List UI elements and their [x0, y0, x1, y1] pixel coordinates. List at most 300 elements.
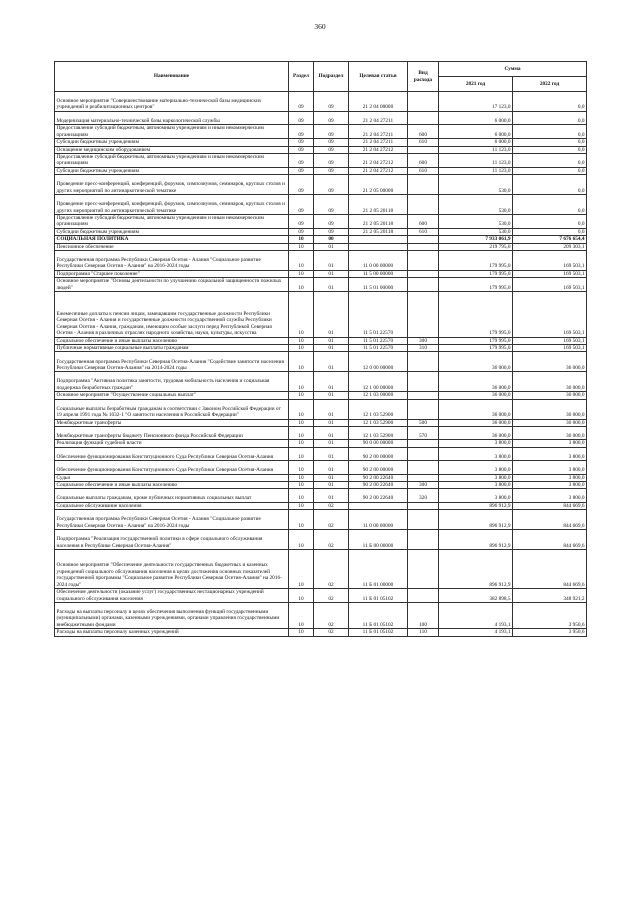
cell-expense-type — [408, 589, 439, 603]
cell-expense-type — [408, 502, 439, 509]
table-row — [55, 139, 587, 146]
header-expense-type: Вид расхода — [408, 62, 439, 92]
cell-target-article: 90 2 00 22640 — [349, 474, 408, 481]
cell-sum-2022: 0,0 — [513, 175, 587, 195]
cell-target-article: 21 2 05 20118 — [349, 228, 408, 235]
table-row — [55, 510, 587, 530]
table-row — [55, 461, 587, 474]
cell-name: Субсидии бюджетным учреждениям — [55, 228, 289, 235]
cell-expense-type — [408, 440, 439, 447]
cell-subsection: 01 — [314, 337, 349, 344]
cell-subsection: 01 — [314, 243, 349, 250]
cell-target-article: 11 0 00 00000 — [349, 510, 408, 530]
cell-section: 10 — [289, 337, 314, 344]
cell-target-article: 11 0 00 00000 — [349, 250, 408, 270]
cell-name: Социальное обеспечение и иные выплаты населению — [55, 337, 289, 344]
cell-name: Основное мероприятие "Обеспечение деятельности государственных бюджетных и казенных учреждений социального обслуживания населения в целях достижения основных показателей государственной программы "Социальное развитие Республики Северная Осетия-Алания" на 2016-2024 годы" — [55, 549, 289, 588]
cell-sum-2021: 3 800,0 — [439, 440, 513, 447]
cell-subsection: 09 — [314, 111, 349, 124]
cell-subsection: 00 — [314, 236, 349, 243]
cell-subsection: 01 — [314, 352, 349, 372]
cell-sum-2021: 896 912,9 — [439, 549, 513, 588]
cell-subsection: 02 — [314, 549, 349, 588]
cell-sum-2022: 0,0 — [513, 153, 587, 167]
table-row — [55, 440, 587, 447]
table-row — [55, 250, 587, 270]
cell-subsection: 09 — [314, 214, 349, 228]
cell-sum-2022: 844 669,6 — [513, 502, 587, 509]
cell-subsection: 02 — [314, 530, 349, 550]
table-row — [55, 195, 587, 215]
cell-target-article: 11 5 01 22570 — [349, 337, 408, 344]
table-row — [55, 426, 587, 439]
cell-target-article: 11 Б 01 05102 — [349, 589, 408, 603]
cell-name: Основное мероприятие "Совершенствование материально-технической базы медицинских учреждений и реабилитационных центров" — [55, 92, 289, 112]
cell-expense-type — [408, 111, 439, 124]
cell-sum-2021: 6 000,0 — [439, 125, 513, 139]
cell-sum-2022: 169 503,1 — [513, 278, 587, 292]
header-sum: Сумма — [439, 62, 587, 77]
cell-expense-type: 300 — [408, 337, 439, 344]
cell-expense-type — [408, 250, 439, 270]
cell-name: Модернизация материально-технической базы наркологической службы — [55, 111, 289, 124]
cell-subsection: 09 — [314, 167, 349, 174]
cell-name: Расходы на выплаты персоналу в целях обеспечения выполнения функций государственными (муниципальными) органами, казенными учреждениями, органами управления государственными внебюджетными фондами — [55, 602, 289, 628]
cell-expense-type — [408, 510, 439, 530]
cell-expense-type — [408, 270, 439, 277]
cell-name: Подпрограмма "Старшее поколение" — [55, 270, 289, 277]
cell-sum-2022: 3 950,6 — [513, 629, 587, 636]
cell-sum-2022: 3 800,0 — [513, 481, 587, 488]
cell-section: 10 — [289, 589, 314, 603]
table-row — [55, 481, 587, 488]
cell-subsection: 09 — [314, 92, 349, 112]
header-section: Раздел — [289, 62, 314, 92]
cell-expense-type — [408, 292, 439, 338]
cell-section: 09 — [289, 175, 314, 195]
cell-section: 09 — [289, 153, 314, 167]
cell-sum-2022: 0,0 — [513, 111, 587, 124]
cell-subsection: 01 — [314, 372, 349, 392]
cell-sum-2022: 0,0 — [513, 228, 587, 235]
cell-section: 10 — [289, 278, 314, 292]
table-body — [55, 92, 587, 637]
cell-sum-2021: 179 995,0 — [439, 270, 513, 277]
cell-section: 10 — [289, 392, 314, 399]
cell-name: Обеспечение функционирования Конституционного Суда Республики Северная Осетия-Алания — [55, 461, 289, 474]
budget-table — [54, 61, 587, 637]
cell-subsection: 09 — [314, 175, 349, 195]
cell-expense-type — [408, 352, 439, 372]
cell-expense-type: 610 — [408, 167, 439, 174]
cell-target-article: 11 5 00 00000 — [349, 270, 408, 277]
cell-sum-2021: 11 123,0 — [439, 146, 513, 153]
cell-sum-2022: 3 800,0 — [513, 489, 587, 502]
cell-target-article — [349, 243, 408, 250]
cell-expense-type — [408, 447, 439, 460]
header-name: Наименование — [55, 62, 289, 92]
cell-sum-2022: 3 800,0 — [513, 440, 587, 447]
cell-sum-2022: 169 503,1 — [513, 250, 587, 270]
cell-subsection: 09 — [314, 153, 349, 167]
cell-sum-2022: 844 669,6 — [513, 549, 587, 588]
cell-section: 09 — [289, 139, 314, 146]
cell-target-article: 90 2 00 22640 — [349, 489, 408, 502]
cell-target-article: 11 5 01 22570 — [349, 345, 408, 352]
cell-subsection: 02 — [314, 589, 349, 603]
cell-subsection: 09 — [314, 228, 349, 235]
cell-target-article: 12 0 00 00000 — [349, 352, 408, 372]
cell-name: Подпрограмма "Активная политика занятости, трудовая мобильность населения и социальная поддержка безработных граждан" — [55, 372, 289, 392]
cell-target-article: 12 1 03 00000 — [349, 392, 408, 399]
cell-expense-type: 610 — [408, 139, 439, 146]
cell-sum-2021: 4 193,1 — [439, 629, 513, 636]
table-row — [55, 372, 587, 392]
cell-expense-type — [408, 399, 439, 419]
cell-sum-2021: 3 800,0 — [439, 447, 513, 460]
cell-name: Социальное обслуживание населения — [55, 502, 289, 509]
cell-sum-2021: 530,0 — [439, 228, 513, 235]
cell-expense-type: 600 — [408, 214, 439, 228]
cell-section: 09 — [289, 214, 314, 228]
cell-name: Основное мероприятие "Осуществление социальных выплат" — [55, 392, 289, 399]
cell-sum-2022: 169 503,1 — [513, 337, 587, 344]
cell-sum-2021: 530,0 — [439, 175, 513, 195]
table-row — [55, 125, 587, 139]
cell-subsection: 01 — [314, 461, 349, 474]
cell-sum-2021: 530,0 — [439, 214, 513, 228]
cell-section: 09 — [289, 92, 314, 112]
table-row — [55, 153, 587, 167]
cell-sum-2021: 6 000,0 — [439, 139, 513, 146]
cell-sum-2022: 3 950,6 — [513, 602, 587, 628]
table-row — [55, 111, 587, 124]
cell-section: 09 — [289, 195, 314, 215]
cell-sum-2021: 17 123,0 — [439, 92, 513, 112]
cell-target-article: 21 2 05 00000 — [349, 175, 408, 195]
cell-sum-2022: 0,0 — [513, 214, 587, 228]
cell-expense-type — [408, 236, 439, 243]
cell-section: 09 — [289, 111, 314, 124]
cell-expense-type: 100 — [408, 602, 439, 628]
cell-expense-type: 600 — [408, 153, 439, 167]
cell-section: 10 — [289, 236, 314, 243]
table-row — [55, 530, 587, 550]
table-row — [55, 419, 587, 426]
cell-name: Подпрограмма "Реализация государственной политики в сфере социального обслуживания населения в Республике Северная Осетия-Алания" — [55, 530, 289, 550]
cell-target-article: 90 0 00 00000 — [349, 440, 408, 447]
cell-expense-type — [408, 461, 439, 474]
cell-sum-2021: 896 912,9 — [439, 530, 513, 550]
cell-name: Межбюджетные трансферты — [55, 419, 289, 426]
table-row — [55, 602, 587, 628]
cell-section: 09 — [289, 228, 314, 235]
cell-name: Социальное обеспечение и иные выплаты населению — [55, 481, 289, 488]
cell-target-article — [349, 236, 408, 243]
table-row — [55, 146, 587, 153]
cell-name: Предоставление субсидий бюджетным, автономным учреждениям и иным некоммерческим организациям — [55, 125, 289, 139]
table-row — [55, 345, 587, 352]
cell-target-article — [349, 502, 408, 509]
header-year-2021: 2021 год — [439, 77, 513, 92]
cell-sum-2021: 36 000,0 — [439, 399, 513, 419]
cell-name: Государственная программа Республики Северная Осетия - Алания "Социальное развитие Республики Северная Осетия - Алания" на 2016-2024 годы — [55, 250, 289, 270]
cell-sum-2021: 11 123,0 — [439, 153, 513, 167]
cell-target-article: 12 1 03 52900 — [349, 426, 408, 439]
cell-subsection: 01 — [314, 474, 349, 481]
cell-sum-2022: 36 000,0 — [513, 372, 587, 392]
cell-expense-type — [408, 146, 439, 153]
cell-target-article: 11 Б 01 00000 — [349, 549, 408, 588]
table-row — [55, 489, 587, 502]
cell-sum-2021: 3 800,0 — [439, 461, 513, 474]
cell-expense-type: 110 — [408, 629, 439, 636]
cell-name: Основное мероприятие "Основы деятельности по улучшению социальной защищенности пожилых людей" — [55, 278, 289, 292]
cell-subsection: 09 — [314, 195, 349, 215]
cell-subsection: 01 — [314, 440, 349, 447]
cell-subsection: 01 — [314, 250, 349, 270]
cell-subsection: 01 — [314, 481, 349, 488]
cell-sum-2022: 36 000,0 — [513, 399, 587, 419]
cell-expense-type — [408, 195, 439, 215]
cell-section: 10 — [289, 419, 314, 426]
cell-subsection: 01 — [314, 345, 349, 352]
cell-sum-2022: 0,0 — [513, 167, 587, 174]
cell-subsection: 02 — [314, 629, 349, 636]
cell-section: 10 — [289, 461, 314, 474]
cell-name: Оснащение медицинским оборудованием — [55, 146, 289, 153]
cell-target-article: 21 2 05 20118 — [349, 195, 408, 215]
cell-name: Государственная программа Республики Северная Осетия - Алания "Социальное развитие Республики Северная Осетия - Алания" на 2016-2024 годы — [55, 510, 289, 530]
cell-expense-type — [408, 530, 439, 550]
cell-target-article: 12 1 00 00000 — [349, 372, 408, 392]
cell-sum-2021: 36 000,0 — [439, 372, 513, 392]
cell-sum-2021: 219 795,0 — [439, 243, 513, 250]
cell-section: 09 — [289, 167, 314, 174]
cell-sum-2022: 0,0 — [513, 125, 587, 139]
page-number: 360 — [314, 22, 326, 31]
cell-sum-2021: 36 000,0 — [439, 419, 513, 426]
cell-section: 10 — [289, 345, 314, 352]
cell-target-article: 21 2 04 27211 — [349, 111, 408, 124]
cell-name: Субсидии бюджетным учреждениям — [55, 139, 289, 146]
cell-sum-2022: 36 000,0 — [513, 426, 587, 439]
table-row — [55, 399, 587, 419]
cell-section: 09 — [289, 125, 314, 139]
cell-target-article: 11 Б 00 00000 — [349, 530, 408, 550]
table-row — [55, 629, 587, 636]
cell-expense-type — [408, 392, 439, 399]
cell-expense-type — [408, 372, 439, 392]
cell-subsection: 01 — [314, 426, 349, 439]
cell-name: Обеспечение деятельности (оказание услуг) государственных нестационарных учреждений социального обслуживания населения — [55, 589, 289, 603]
cell-section: 10 — [289, 372, 314, 392]
cell-name: Социальные выплаты безработным гражданам в соответствии с Законом Российской Федерации от 19 апреля 1991 года № 1032-1 "О занятости населения в Российской Федерации" — [55, 399, 289, 419]
cell-sum-2021: 36 000,0 — [439, 392, 513, 399]
cell-sum-2021: 896 912,9 — [439, 502, 513, 509]
cell-section: 10 — [289, 270, 314, 277]
cell-target-article: 21 2 04 27211 — [349, 139, 408, 146]
cell-sum-2021: 36 000,0 — [439, 426, 513, 439]
cell-name: СОЦИАЛЬНАЯ ПОЛИТИКА — [55, 236, 289, 243]
cell-name: Расходы на выплаты персоналу казенных учреждений — [55, 629, 289, 636]
cell-sum-2022: 36 000,0 — [513, 419, 587, 426]
cell-name: Судьи — [55, 474, 289, 481]
cell-sum-2022: 36 000,0 — [513, 392, 587, 399]
cell-sum-2021: 3 800,0 — [439, 489, 513, 502]
cell-name: Пенсионное обеспечение — [55, 243, 289, 250]
cell-expense-type — [408, 175, 439, 195]
cell-section: 10 — [289, 474, 314, 481]
cell-subsection: 01 — [314, 419, 349, 426]
cell-expense-type: 610 — [408, 228, 439, 235]
cell-sum-2022: 169 503,1 — [513, 292, 587, 338]
table-row — [55, 270, 587, 277]
cell-expense-type: 300 — [408, 481, 439, 488]
header-year-2022: 2022 год — [513, 77, 587, 92]
cell-section: 10 — [289, 629, 314, 636]
cell-section: 10 — [289, 440, 314, 447]
cell-subsection: 09 — [314, 125, 349, 139]
cell-subsection: 01 — [314, 278, 349, 292]
cell-name: Реализация функций судебной власти — [55, 440, 289, 447]
cell-target-article: 21 2 04 27211 — [349, 125, 408, 139]
cell-sum-2021: 3 800,0 — [439, 481, 513, 488]
cell-name: Субсидии бюджетным учреждениям — [55, 167, 289, 174]
cell-sum-2022: 169 503,1 — [513, 345, 587, 352]
cell-subsection: 01 — [314, 399, 349, 419]
cell-target-article: 11 Б 01 05102 — [349, 629, 408, 636]
cell-target-article: 90 2 00 00000 — [349, 447, 408, 460]
cell-section: 10 — [289, 549, 314, 588]
table-row — [55, 447, 587, 460]
cell-sum-2022: 844 669,6 — [513, 530, 587, 550]
header-subsection: Подраздел — [314, 62, 349, 92]
cell-sum-2021: 11 123,0 — [439, 167, 513, 174]
cell-subsection: 01 — [314, 392, 349, 399]
table-row — [55, 175, 587, 195]
cell-subsection: 02 — [314, 510, 349, 530]
cell-section: 10 — [289, 530, 314, 550]
cell-sum-2022: 3 800,0 — [513, 447, 587, 460]
cell-target-article: 11 5 01 00000 — [349, 278, 408, 292]
cell-sum-2022: 0,0 — [513, 139, 587, 146]
cell-section: 10 — [289, 426, 314, 439]
cell-expense-type: 500 — [408, 419, 439, 426]
table-row — [55, 589, 587, 603]
cell-subsection: 01 — [314, 447, 349, 460]
table-row — [55, 352, 587, 372]
cell-target-article: 11 5 01 22570 — [349, 292, 408, 338]
table-row — [55, 228, 587, 235]
cell-sum-2022: 36 000,0 — [513, 352, 587, 372]
cell-name: Проведение пресс-конференций, конференций, форумов, симпозиумов, семинаров, круглых столов и других мероприятий по антинаркотической тематике — [55, 175, 289, 195]
cell-sum-2021: 382 898,5 — [439, 589, 513, 603]
cell-sum-2021: 7 933 061,9 — [439, 236, 513, 243]
cell-section: 10 — [289, 352, 314, 372]
cell-expense-type — [408, 243, 439, 250]
cell-sum-2021: 6 000,0 — [439, 111, 513, 124]
cell-section: 10 — [289, 481, 314, 488]
table-row — [55, 236, 587, 243]
cell-subsection: 01 — [314, 489, 349, 502]
table-row — [55, 392, 587, 399]
cell-sum-2021: 179 995,0 — [439, 345, 513, 352]
cell-sum-2022: 348 921,2 — [513, 589, 587, 603]
cell-target-article: 21 2 04 27212 — [349, 146, 408, 153]
header-target-article: Целевая статья — [349, 62, 408, 92]
cell-name: Государственная программа Республики Северная Осетия-Алания "Содействие занятости населения Республики Северная Осетия-Алания" на 2014-2024 годы — [55, 352, 289, 372]
cell-target-article: 21 2 04 27212 — [349, 153, 408, 167]
cell-section: 10 — [289, 399, 314, 419]
table-row — [55, 92, 587, 112]
cell-name: Межбюджетные трансферты бюджету Пенсионного фонда Российской Федерации — [55, 426, 289, 439]
cell-sum-2022: 3 800,0 — [513, 461, 587, 474]
cell-expense-type: 320 — [408, 489, 439, 502]
cell-section: 10 — [289, 602, 314, 628]
cell-expense-type: 310 — [408, 345, 439, 352]
cell-expense-type: 570 — [408, 426, 439, 439]
table-row — [55, 167, 587, 174]
cell-sum-2022: 0,0 — [513, 195, 587, 215]
cell-name: Публичные нормативные социальные выплаты гражданам — [55, 345, 289, 352]
cell-sum-2021: 179 995,0 — [439, 250, 513, 270]
cell-target-article: 90 2 00 00000 — [349, 461, 408, 474]
cell-sum-2022: 7 676 654,4 — [513, 236, 587, 243]
cell-sum-2021: 179 995,0 — [439, 278, 513, 292]
cell-sum-2022: 209 303,1 — [513, 243, 587, 250]
cell-subsection: 09 — [314, 139, 349, 146]
cell-name: Ежемесячные доплаты к пенсии лицам, замещавшим государственные должности Республики Северная Осетия - Алания и государственные должности государственной службы Республики Северная Осетия - Алания, гражданам, имеющим особые заслуги перед Республикой Северная Осетия - Алания в различных отраслях народного хозяйства, науки, культуры, искусства — [55, 292, 289, 338]
cell-expense-type: 600 — [408, 125, 439, 139]
cell-subsection: 02 — [314, 602, 349, 628]
cell-sum-2022: 0,0 — [513, 146, 587, 153]
cell-target-article: 90 2 00 22640 — [349, 481, 408, 488]
cell-name: Социальные выплаты гражданам, кроме публичных нормативных социальных выплат — [55, 489, 289, 502]
cell-sum-2021: 36 000,0 — [439, 352, 513, 372]
cell-subsection: 02 — [314, 502, 349, 509]
table-row — [55, 549, 587, 588]
cell-sum-2022: 0,0 — [513, 92, 587, 112]
cell-section: 10 — [289, 510, 314, 530]
table-row — [55, 474, 587, 481]
cell-sum-2022: 169 503,1 — [513, 270, 587, 277]
cell-target-article: 21 2 05 20118 — [349, 214, 408, 228]
cell-section: 10 — [289, 447, 314, 460]
cell-section: 09 — [289, 146, 314, 153]
cell-section: 10 — [289, 292, 314, 338]
cell-expense-type — [408, 278, 439, 292]
table-row — [55, 292, 587, 338]
cell-sum-2021: 530,0 — [439, 195, 513, 215]
cell-section: 10 — [289, 243, 314, 250]
cell-subsection: 01 — [314, 292, 349, 338]
cell-target-article: 11 Б 01 05102 — [349, 602, 408, 628]
table-row — [55, 243, 587, 250]
cell-section: 10 — [289, 250, 314, 270]
cell-sum-2022: 3 800,0 — [513, 474, 587, 481]
cell-name: Обеспечение функционирования Конституционного Суда Республики Северная Осетия-Алания — [55, 447, 289, 460]
cell-name: Проведение пресс-конференций, конференций, форумов, симпозиумов, семинаров, круглых столов и других мероприятий по антинаркотической тематике — [55, 195, 289, 215]
cell-name: Предоставление субсидий бюджетным, автономным учреждениям и иным некоммерческим организациям — [55, 153, 289, 167]
cell-sum-2021: 179 995,0 — [439, 292, 513, 338]
table-row — [55, 502, 587, 509]
cell-sum-2021: 896 912,9 — [439, 510, 513, 530]
cell-subsection: 09 — [314, 146, 349, 153]
cell-name: Предоставление субсидий бюджетным, автономным учреждениям и иным некоммерческим организациям — [55, 214, 289, 228]
cell-sum-2021: 4 193,1 — [439, 602, 513, 628]
cell-expense-type — [408, 474, 439, 481]
